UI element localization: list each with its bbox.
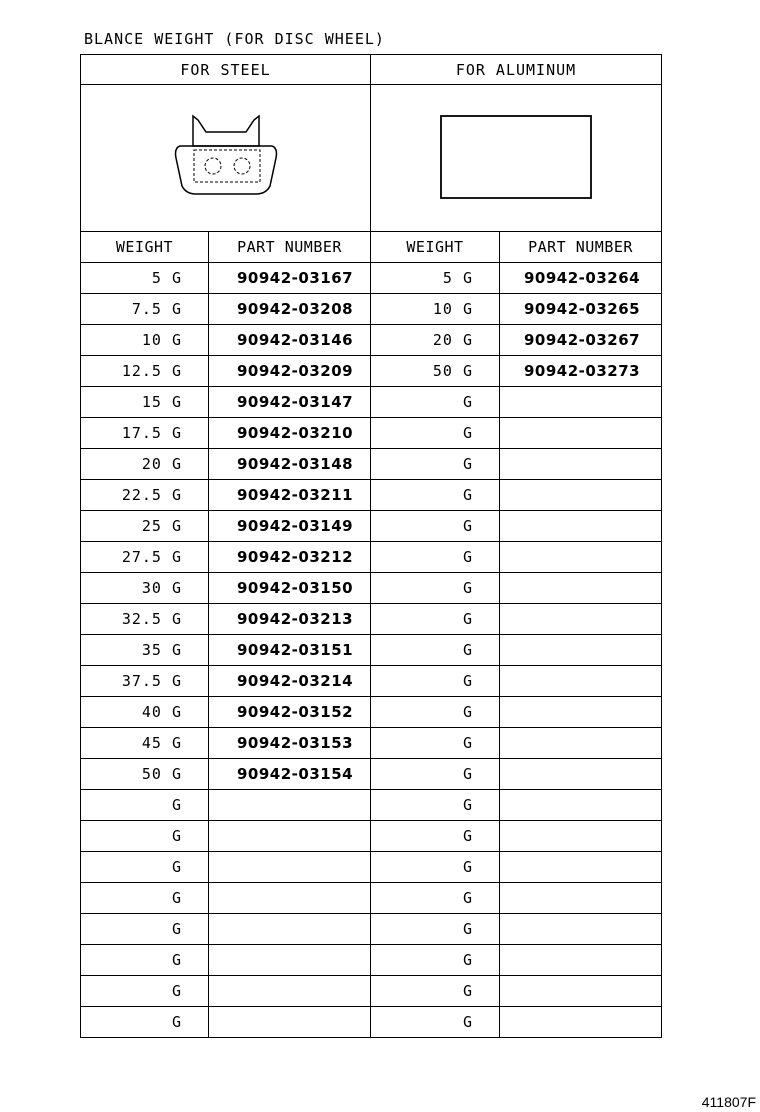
aluminum-weight-cell: 10 G bbox=[371, 294, 500, 325]
steel-weight-cell: G bbox=[81, 914, 209, 945]
aluminum-weight-cell: G bbox=[371, 697, 500, 728]
illustration-row bbox=[81, 85, 662, 232]
table-row bbox=[81, 666, 662, 697]
table-row bbox=[81, 294, 662, 325]
steel-weight-header: WEIGHT bbox=[81, 232, 209, 263]
aluminum-part-number-header: PART NUMBER bbox=[500, 232, 662, 263]
aluminum-weight-cell: G bbox=[371, 666, 500, 697]
aluminum-part-number-cell bbox=[500, 511, 662, 542]
aluminum-weight-cell: G bbox=[371, 914, 500, 945]
steel-part-number-cell: 90942-03214 bbox=[209, 666, 371, 697]
steel-weight-cell: 7.5 G bbox=[81, 294, 209, 325]
aluminum-part-number-cell bbox=[500, 666, 662, 697]
aluminum-part-number-cell: 90942-03264 bbox=[500, 263, 662, 294]
steel-part-number-cell bbox=[209, 976, 371, 1007]
table-row bbox=[81, 325, 662, 356]
aluminum-part-number-cell bbox=[500, 728, 662, 759]
steel-part-number-cell: 90942-03211 bbox=[209, 480, 371, 511]
aluminum-part-number-cell bbox=[500, 790, 662, 821]
steel-weight-cell: G bbox=[81, 976, 209, 1007]
aluminum-weight-cell: G bbox=[371, 728, 500, 759]
steel-part-number-cell: 90942-03147 bbox=[209, 387, 371, 418]
steel-weight-cell: 25 G bbox=[81, 511, 209, 542]
steel-part-number-cell bbox=[209, 1007, 371, 1038]
aluminum-weight-cell: G bbox=[371, 635, 500, 666]
aluminum-part-number-cell bbox=[500, 852, 662, 883]
aluminum-weight-cell: 50 G bbox=[371, 356, 500, 387]
table-row bbox=[81, 852, 662, 883]
aluminum-weight-cell: G bbox=[371, 542, 500, 573]
steel-part-number-cell: 90942-03150 bbox=[209, 573, 371, 604]
steel-part-number-cell: 90942-03146 bbox=[209, 325, 371, 356]
table-row bbox=[81, 945, 662, 976]
steel-part-number-cell: 90942-03212 bbox=[209, 542, 371, 573]
steel-weight-cell: G bbox=[81, 883, 209, 914]
table-row bbox=[81, 790, 662, 821]
aluminum-part-number-cell: 90942-03273 bbox=[500, 356, 662, 387]
steel-weight-cell: 22.5 G bbox=[81, 480, 209, 511]
steel-weight-cell: 30 G bbox=[81, 573, 209, 604]
steel-illustration-cell bbox=[81, 85, 371, 232]
steel-part-number-cell bbox=[209, 883, 371, 914]
steel-part-number-cell: 90942-03209 bbox=[209, 356, 371, 387]
page-title: BLANCE WEIGHT (FOR DISC WHEEL) bbox=[84, 30, 385, 48]
steel-part-number-cell: 90942-03213 bbox=[209, 604, 371, 635]
aluminum-illustration-cell bbox=[371, 85, 662, 232]
aluminum-part-number-cell bbox=[500, 542, 662, 573]
steel-part-number-cell bbox=[209, 821, 371, 852]
section-aluminum: FOR ALUMINUM bbox=[371, 55, 662, 85]
steel-part-number-cell bbox=[209, 852, 371, 883]
section-header-row bbox=[81, 55, 662, 85]
aluminum-part-number-cell bbox=[500, 697, 662, 728]
steel-weight-cell: 12.5 G bbox=[81, 356, 209, 387]
aluminum-part-number-cell bbox=[500, 883, 662, 914]
steel-part-number-cell: 90942-03167 bbox=[209, 263, 371, 294]
steel-part-number-cell: 90942-03152 bbox=[209, 697, 371, 728]
aluminum-part-number-cell bbox=[500, 976, 662, 1007]
figure-code: 411807F bbox=[701, 1094, 756, 1110]
steel-weight-cell: 10 G bbox=[81, 325, 209, 356]
steel-weight-cell: G bbox=[81, 790, 209, 821]
steel-part-number-cell: 90942-03149 bbox=[209, 511, 371, 542]
aluminum-weight-cell: G bbox=[371, 480, 500, 511]
steel-weight-cell: 5 G bbox=[81, 263, 209, 294]
aluminum-weight-cell: G bbox=[371, 883, 500, 914]
aluminum-part-number-cell bbox=[500, 635, 662, 666]
aluminum-part-number-cell bbox=[500, 387, 662, 418]
aluminum-part-number-cell bbox=[500, 480, 662, 511]
aluminum-weight-cell: 20 G bbox=[371, 325, 500, 356]
aluminum-weight-cell: G bbox=[371, 387, 500, 418]
steel-weight-cell: 15 G bbox=[81, 387, 209, 418]
clip-on-balance-weight-icon bbox=[166, 108, 286, 208]
table-row bbox=[81, 573, 662, 604]
aluminum-part-number-cell bbox=[500, 821, 662, 852]
table-row bbox=[81, 542, 662, 573]
steel-weight-cell: G bbox=[81, 852, 209, 883]
steel-part-number-cell bbox=[209, 790, 371, 821]
steel-part-number-cell: 90942-03154 bbox=[209, 759, 371, 790]
steel-weight-cell: 50 G bbox=[81, 759, 209, 790]
aluminum-part-number-cell bbox=[500, 945, 662, 976]
table-row bbox=[81, 914, 662, 945]
steel-weight-cell: 32.5 G bbox=[81, 604, 209, 635]
aluminum-weight-cell: G bbox=[371, 604, 500, 635]
aluminum-part-number-cell bbox=[500, 604, 662, 635]
steel-part-number-cell: 90942-03208 bbox=[209, 294, 371, 325]
aluminum-weight-cell: G bbox=[371, 511, 500, 542]
aluminum-weight-cell: G bbox=[371, 759, 500, 790]
steel-weight-cell: G bbox=[81, 945, 209, 976]
steel-weight-cell: 20 G bbox=[81, 449, 209, 480]
table-row bbox=[81, 1007, 662, 1038]
aluminum-weight-cell: G bbox=[371, 945, 500, 976]
aluminum-part-number-cell: 90942-03267 bbox=[500, 325, 662, 356]
table-row bbox=[81, 821, 662, 852]
table-row bbox=[81, 480, 662, 511]
aluminum-part-number-cell: 90942-03265 bbox=[500, 294, 662, 325]
table-row bbox=[81, 449, 662, 480]
balance-weight-table bbox=[80, 54, 662, 1038]
aluminum-weight-header: WEIGHT bbox=[371, 232, 500, 263]
table-row bbox=[81, 883, 662, 914]
steel-part-number-header: PART NUMBER bbox=[209, 232, 371, 263]
aluminum-weight-cell: G bbox=[371, 418, 500, 449]
aluminum-weight-cell: G bbox=[371, 852, 500, 883]
aluminum-weight-cell: G bbox=[371, 976, 500, 1007]
table-row bbox=[81, 976, 662, 1007]
adhesive-weight-rectangle-icon bbox=[436, 108, 596, 208]
aluminum-weight-cell: G bbox=[371, 1007, 500, 1038]
steel-weight-cell: 17.5 G bbox=[81, 418, 209, 449]
steel-weight-cell: 40 G bbox=[81, 697, 209, 728]
table-row bbox=[81, 697, 662, 728]
aluminum-weight-cell: 5 G bbox=[371, 263, 500, 294]
steel-weight-cell: G bbox=[81, 821, 209, 852]
table-row bbox=[81, 728, 662, 759]
table-row bbox=[81, 759, 662, 790]
aluminum-part-number-cell bbox=[500, 573, 662, 604]
aluminum-weight-cell: G bbox=[371, 821, 500, 852]
aluminum-part-number-cell bbox=[500, 759, 662, 790]
table-row bbox=[81, 418, 662, 449]
table-row bbox=[81, 387, 662, 418]
aluminum-weight-cell: G bbox=[371, 449, 500, 480]
aluminum-part-number-cell bbox=[500, 449, 662, 480]
column-header-row bbox=[81, 232, 662, 263]
steel-weight-cell: G bbox=[81, 1007, 209, 1038]
steel-weight-cell: 27.5 G bbox=[81, 542, 209, 573]
steel-weight-cell: 37.5 G bbox=[81, 666, 209, 697]
table-row bbox=[81, 604, 662, 635]
steel-part-number-cell bbox=[209, 914, 371, 945]
table-row bbox=[81, 511, 662, 542]
steel-part-number-cell: 90942-03153 bbox=[209, 728, 371, 759]
aluminum-weight-cell: G bbox=[371, 573, 500, 604]
aluminum-weight-cell: G bbox=[371, 790, 500, 821]
steel-part-number-cell bbox=[209, 945, 371, 976]
table-row bbox=[81, 263, 662, 294]
aluminum-part-number-cell bbox=[500, 914, 662, 945]
steel-weight-cell: 45 G bbox=[81, 728, 209, 759]
steel-part-number-cell: 90942-03148 bbox=[209, 449, 371, 480]
steel-weight-cell: 35 G bbox=[81, 635, 209, 666]
table-row bbox=[81, 635, 662, 666]
aluminum-part-number-cell bbox=[500, 418, 662, 449]
steel-part-number-cell: 90942-03151 bbox=[209, 635, 371, 666]
steel-part-number-cell: 90942-03210 bbox=[209, 418, 371, 449]
section-steel: FOR STEEL bbox=[81, 55, 371, 85]
aluminum-part-number-cell bbox=[500, 1007, 662, 1038]
table-row bbox=[81, 356, 662, 387]
